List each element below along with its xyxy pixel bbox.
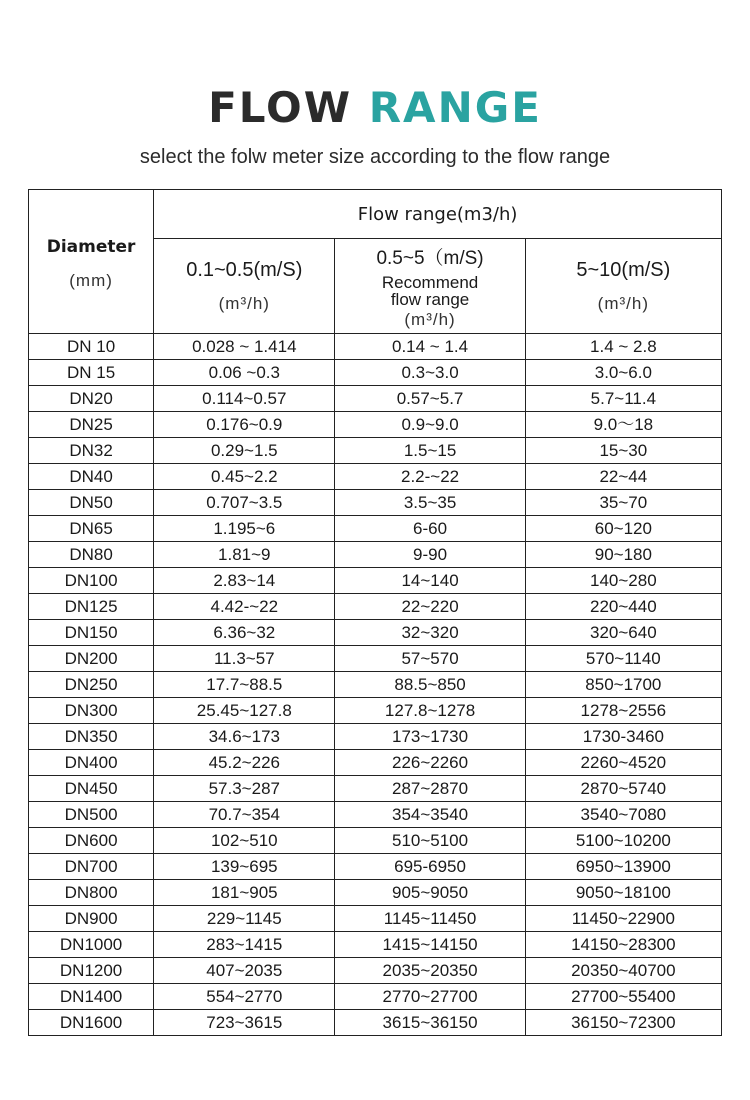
recommend-note-line2: flow range [390, 289, 470, 309]
flow-recommended-cell: 6-60 [335, 516, 525, 542]
diameter-cell: DN40 [29, 464, 154, 490]
flow-low-cell: 1.195~6 [154, 516, 335, 542]
flow-low-cell: 0.176~0.9 [154, 412, 335, 438]
flow-low-cell: 57.3~287 [154, 776, 335, 802]
flow-low-cell: 1.81~9 [154, 542, 335, 568]
diameter-cell: DN1600 [29, 1010, 154, 1036]
flow-high-cell: 320~640 [525, 620, 721, 646]
page-subtitle: select the folw meter size according to the flow range [139, 146, 611, 168]
flow-high-cell: 20350~40700 [525, 958, 721, 984]
flow-recommended-cell: 1145~11450 [335, 906, 525, 932]
diameter-cell: DN500 [29, 802, 154, 828]
table-row [29, 542, 722, 568]
table-row [29, 906, 722, 932]
flow-high-cell: 36150~72300 [525, 1010, 721, 1036]
diameter-cell: DN 15 [29, 360, 154, 386]
flow-recommended-cell: 9-90 [335, 542, 525, 568]
velocity-range-recommended: 0.5~5（m/S) [376, 247, 484, 269]
diameter-cell: DN65 [29, 516, 154, 542]
diameter-label: Diameter [46, 236, 136, 257]
flow-high-cell: 3.0~6.0 [525, 360, 721, 386]
flow-recommended-cell: 0.57~5.7 [335, 386, 525, 412]
table-row [29, 750, 722, 776]
table-row [29, 1010, 722, 1036]
diameter-cell: DN400 [29, 750, 154, 776]
flow-high-cell: 5.7~11.4 [525, 386, 721, 412]
flow-low-cell: 0.028 ~ 1.414 [154, 334, 335, 360]
table-row [29, 620, 722, 646]
flow-low-cell: 11.3~57 [154, 646, 335, 672]
flow-recommended-cell: 510~5100 [335, 828, 525, 854]
flow-recommended-cell: 1415~14150 [335, 932, 525, 958]
recommend-note-line1: Recommend [381, 272, 479, 292]
flow-high-cell: 60~120 [525, 516, 721, 542]
flow-high-cell: 570~1140 [525, 646, 721, 672]
diameter-cell: DN900 [29, 906, 154, 932]
velocity-unit-low: (m³/h) [218, 293, 270, 313]
diameter-cell: DN600 [29, 828, 154, 854]
flow-low-cell: 4.42-~22 [154, 594, 335, 620]
flow-recommended-cell: 88.5~850 [335, 672, 525, 698]
flow-low-cell: 70.7~354 [154, 802, 335, 828]
diameter-cell: DN1400 [29, 984, 154, 1010]
diameter-cell: DN100 [29, 568, 154, 594]
flow-high-cell: 35~70 [525, 490, 721, 516]
diameter-cell: DN25 [29, 412, 154, 438]
page-title [0, 82, 750, 134]
flow-low-cell: 45.2~226 [154, 750, 335, 776]
diameter-cell: DN350 [29, 724, 154, 750]
table-row [29, 724, 722, 750]
flow-recommended-cell: 354~3540 [335, 802, 525, 828]
flow-recommended-cell: 226~2260 [335, 750, 525, 776]
table-row [29, 880, 722, 906]
velocity-range-low: 0.1~0.5(m/S) [186, 258, 303, 281]
diameter-unit: (mm) [69, 270, 113, 290]
table-row [29, 334, 722, 360]
flow-range-table [28, 189, 722, 1036]
flow-recommended-cell: 905~9050 [335, 880, 525, 906]
table-row [29, 438, 722, 464]
flow-high-cell: 850~1700 [525, 672, 721, 698]
table-row [29, 932, 722, 958]
flow-high-cell: 220~440 [525, 594, 721, 620]
diameter-cell: DN800 [29, 880, 154, 906]
flow-low-cell: 407~2035 [154, 958, 335, 984]
flow-high-cell: 1278~2556 [525, 698, 721, 724]
flow-low-cell: 2.83~14 [154, 568, 335, 594]
velocity-header-low [154, 239, 335, 334]
table-row [29, 828, 722, 854]
diameter-cell: DN150 [29, 620, 154, 646]
diameter-cell: DN20 [29, 386, 154, 412]
flow-high-cell: 11450~22900 [525, 906, 721, 932]
flow-recommended-cell: 1.5~15 [335, 438, 525, 464]
diameter-cell: DN1200 [29, 958, 154, 984]
flow-high-cell: 5100~10200 [525, 828, 721, 854]
flow-recommended-cell: 2770~27700 [335, 984, 525, 1010]
flow-recommended-cell: 32~320 [335, 620, 525, 646]
title-word-flow: FLOW [208, 83, 353, 132]
flow-recommended-cell: 3615~36150 [335, 1010, 525, 1036]
flow-low-cell: 0.45~2.2 [154, 464, 335, 490]
table-row [29, 568, 722, 594]
flow-low-cell: 25.45~127.8 [154, 698, 335, 724]
table-row [29, 412, 722, 438]
table-row [29, 802, 722, 828]
flow-high-cell: 27700~55400 [525, 984, 721, 1010]
flow-high-cell: 140~280 [525, 568, 721, 594]
table-row [29, 516, 722, 542]
flow-recommended-cell: 695-6950 [335, 854, 525, 880]
flow-high-cell: 15~30 [525, 438, 721, 464]
flow-recommended-cell: 22~220 [335, 594, 525, 620]
flow-low-cell: 0.114~0.57 [154, 386, 335, 412]
flow-high-cell: 9.0〜18 [525, 412, 721, 438]
flow-high-cell: 9050~18100 [525, 880, 721, 906]
diameter-header [29, 190, 154, 334]
flow-low-cell: 554~2770 [154, 984, 335, 1010]
flow-low-cell: 17.7~88.5 [154, 672, 335, 698]
flow-recommended-cell: 3.5~35 [335, 490, 525, 516]
flow-recommended-cell: 0.14 ~ 1.4 [335, 334, 525, 360]
flow-high-cell: 22~44 [525, 464, 721, 490]
diameter-cell: DN250 [29, 672, 154, 698]
flow-low-cell: 0.29~1.5 [154, 438, 335, 464]
table-row [29, 594, 722, 620]
flow-high-cell: 2870~5740 [525, 776, 721, 802]
flow-low-cell: 229~1145 [154, 906, 335, 932]
diameter-cell: DN 10 [29, 334, 154, 360]
velocity-header-recommended [335, 239, 525, 334]
flow-recommended-cell: 0.9~9.0 [335, 412, 525, 438]
table-row [29, 386, 722, 412]
flow-low-cell: 0.707~3.5 [154, 490, 335, 516]
table-row [29, 698, 722, 724]
flow-high-cell: 14150~28300 [525, 932, 721, 958]
diameter-cell: DN700 [29, 854, 154, 880]
flow-low-cell: 283~1415 [154, 932, 335, 958]
flow-high-cell: 6950~13900 [525, 854, 721, 880]
diameter-cell: DN1000 [29, 932, 154, 958]
table-row [29, 958, 722, 984]
table-row [29, 360, 722, 386]
flow-high-cell: 1730-3460 [525, 724, 721, 750]
velocity-unit-recommended: (m³/h) [404, 309, 456, 329]
diameter-cell: DN80 [29, 542, 154, 568]
diameter-cell: DN300 [29, 698, 154, 724]
flow-high-cell: 1.4 ~ 2.8 [525, 334, 721, 360]
table-row [29, 646, 722, 672]
flow-range-header: Flow range(m3/h) [154, 190, 722, 239]
flow-recommended-cell: 2.2-~22 [335, 464, 525, 490]
title-word-range: RANGE [368, 83, 542, 132]
flow-high-cell: 90~180 [525, 542, 721, 568]
flow-recommended-cell: 287~2870 [335, 776, 525, 802]
table-row [29, 464, 722, 490]
flow-recommended-cell: 127.8~1278 [335, 698, 525, 724]
diameter-cell: DN32 [29, 438, 154, 464]
flow-low-cell: 34.6~173 [154, 724, 335, 750]
diameter-cell: DN50 [29, 490, 154, 516]
flow-low-cell: 102~510 [154, 828, 335, 854]
diameter-cell: DN450 [29, 776, 154, 802]
velocity-unit-high: (m³/h) [597, 293, 649, 313]
table-row [29, 984, 722, 1010]
flow-recommended-cell: 57~570 [335, 646, 525, 672]
velocity-header-high [525, 239, 721, 334]
velocity-range-high: 5~10(m/S) [576, 258, 671, 281]
flow-low-cell: 139~695 [154, 854, 335, 880]
flow-recommended-cell: 0.3~3.0 [335, 360, 525, 386]
table-row [29, 672, 722, 698]
flow-recommended-cell: 2035~20350 [335, 958, 525, 984]
flow-high-cell: 3540~7080 [525, 802, 721, 828]
flow-recommended-cell: 14~140 [335, 568, 525, 594]
flow-low-cell: 181~905 [154, 880, 335, 906]
flow-recommended-cell: 173~1730 [335, 724, 525, 750]
flow-low-cell: 6.36~32 [154, 620, 335, 646]
flow-high-cell: 2260~4520 [525, 750, 721, 776]
diameter-cell: DN200 [29, 646, 154, 672]
table-row [29, 490, 722, 516]
flow-low-cell: 0.06 ~0.3 [154, 360, 335, 386]
table-row [29, 854, 722, 880]
diameter-cell: DN125 [29, 594, 154, 620]
table-row [29, 776, 722, 802]
flow-low-cell: 723~3615 [154, 1010, 335, 1036]
